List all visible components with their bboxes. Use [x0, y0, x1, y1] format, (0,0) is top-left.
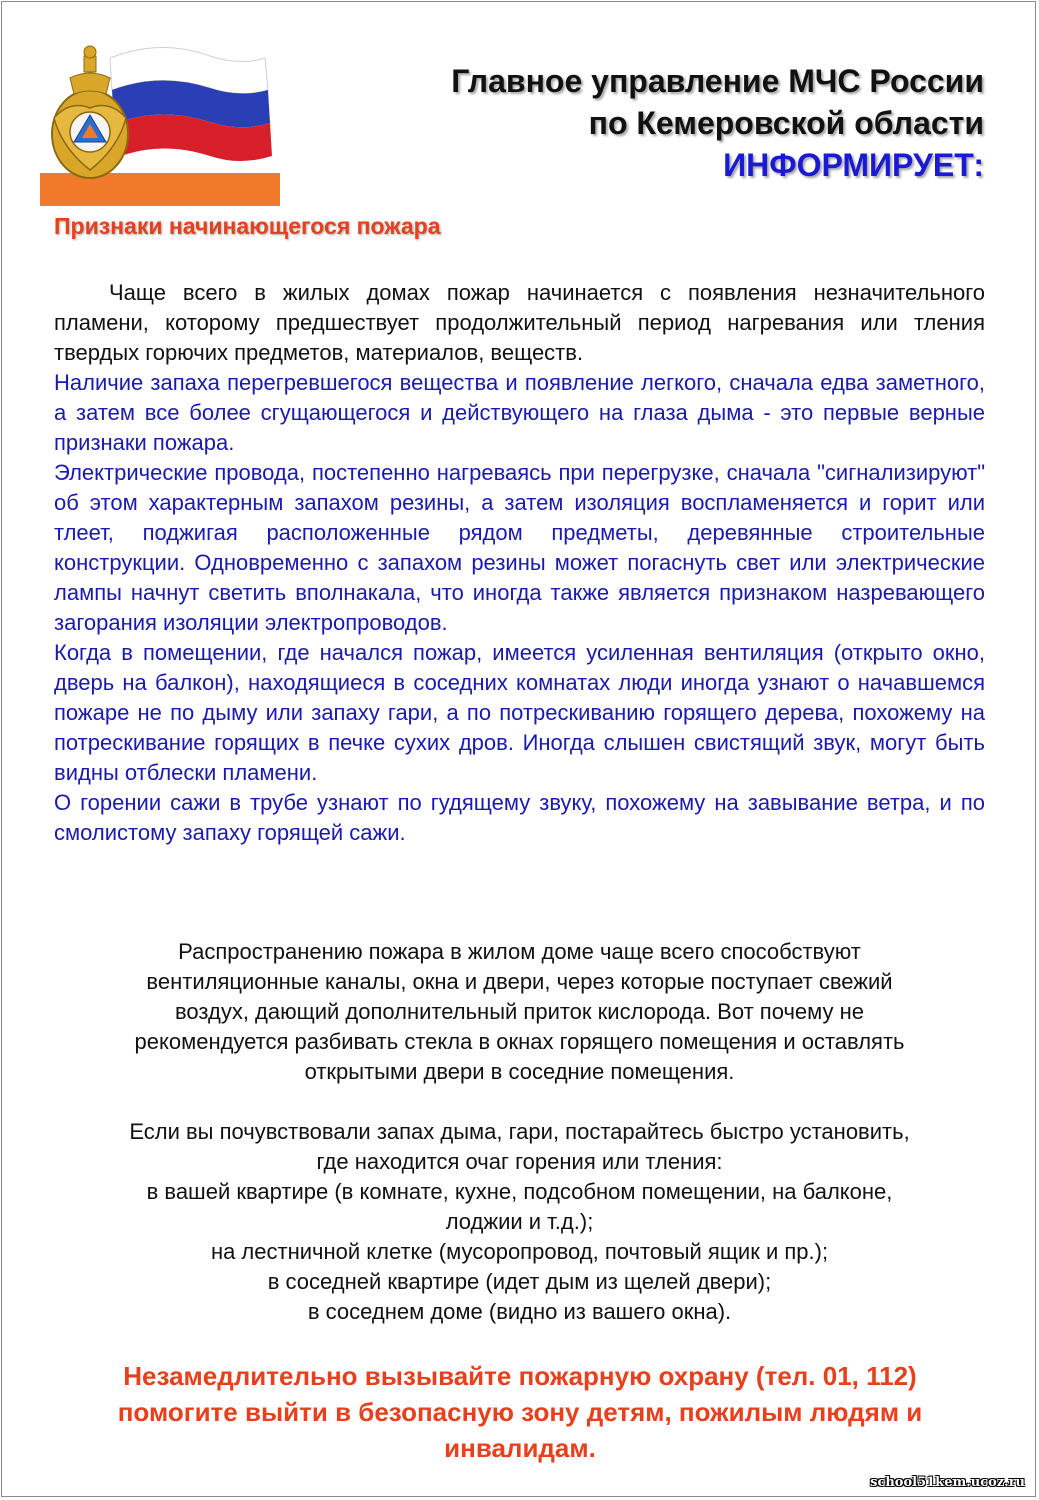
paragraph-wiring: Электрические провода, постепенно нагреваясь при перегрузке, сначала "сигнализируют" об этом характерным запахом резины, а затем изоляция воспламеняется и горит или тлеет, поджигая расположенные рядом предметы, деревянные строительные конструкции. Одновременно с запахом резины может погаснуть свет или электрические лампы начнут светить вполнакала, что иногда также является признаком назревающего загорания изоляции электропроводов.: [54, 460, 985, 635]
warning-line: помогите выйти в безопасную зону детям, пожилым людям и: [117, 1397, 923, 1427]
paragraph-soot: О горении сажи в трубе узнают по гудящему звуку, похожему на завывание ветра, и по смолистому запаху горящей сажи.: [54, 790, 985, 845]
section-title: Признаки начинающегося пожара: [54, 213, 441, 239]
header-line-2: по Кемеровской области: [588, 105, 984, 141]
header: [344, 60, 984, 186]
paragraph-ventilation: Когда в помещении, где начался пожар, имеется усиленная вентиляция (открыто окно, дверь на балкон), находящиеся в соседних комнатах люди иногда узнают о начавшемся пожаре не по дыму или запаху гари, а по потрескиванию горящего дерева, похожему на потрескивание горящих в печке сухих дров. Иногда слышен свистящий звук, могут быть видны отблески пламени.: [54, 640, 985, 785]
spread-line: воздух, дающий дополнительный приток кислорода. Вот почему не: [174, 999, 865, 1024]
spread-block: [54, 937, 985, 1087]
emergency-warning: [40, 1358, 1000, 1466]
warning-line: Незамедлительно вызывайте пожарную охрану (тел. 01, 112): [123, 1361, 917, 1391]
smell-line: Если вы почувствовали запах дыма, гари, постарайтесь быстро установить,: [129, 1119, 910, 1144]
spread-line: Распространению пожара в жилом доме чаще всего способствуют: [178, 939, 861, 964]
smell-line: на лестничной клетке (мусоропровод, почтовый ящик и пр.);: [210, 1239, 829, 1264]
spread-line: вентиляционные каналы, окна и двери, через которые поступает свежий: [146, 969, 893, 994]
site-watermark: school51kem.ucoz.ru: [870, 1475, 1025, 1490]
paragraph-smoke: Наличие запаха перегревшегося вещества и появление легкого, сначала едва заметного, а затем все более сгущающегося и действующего на глаза дыма - это первые верные признаки пожара.: [54, 370, 985, 455]
emblem-flag-icon: [40, 38, 280, 206]
smell-line: где находится очаг горения или тления:: [316, 1149, 723, 1174]
smell-line: в вашей квартире (в комнате, кухне, подсобном помещении, на балконе,: [146, 1179, 893, 1204]
spread-line: открытыми двери в соседние помещения.: [304, 1059, 735, 1084]
smell-line: в соседней квартире (идет дым из щелей двери);: [267, 1269, 772, 1294]
smell-line: лоджии и т.д.);: [445, 1209, 594, 1234]
header-informs: ИНФОРМИРУЕТ:: [723, 147, 984, 183]
paragraph-intro: Чаще всего в жилых домах пожар начинается с появления незначительного пламени, которому предшествует продолжительный период нагревания или тления твердых горючих предметов, материалов, веществ.: [54, 280, 985, 365]
smell-block: [54, 1117, 985, 1327]
body-text: [54, 278, 985, 848]
header-line-1: Главное управление МЧС России: [451, 63, 984, 99]
smell-line: в соседнем доме (видно из вашего окна).: [307, 1299, 732, 1324]
warning-line: инвалидам.: [444, 1433, 596, 1463]
mchs-emblem-logo: [40, 38, 280, 206]
spread-line: рекомендуется разбивать стекла в окнах горящего помещения и оставлять: [134, 1029, 905, 1054]
